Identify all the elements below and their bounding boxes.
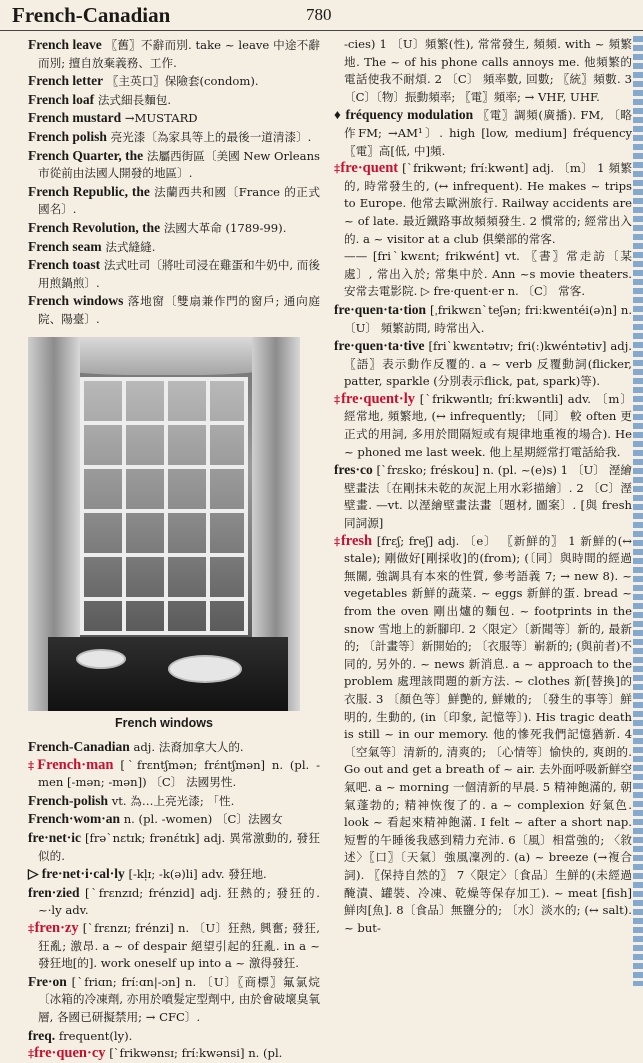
entry-headword: fre·net·ic	[28, 830, 81, 846]
dictionary-entry	[28, 183, 320, 219]
entry-pronunciation: [-kḷɪ; -k(ə)li]	[128, 867, 202, 882]
entry-definition: n. 〔U〕 頻繁訪問, 時常出入.	[344, 302, 633, 335]
plate	[76, 649, 126, 669]
entry-definition: →MUSTARD	[124, 111, 198, 126]
dictionary-entry	[334, 106, 632, 160]
entry-headword: freq.	[28, 1027, 56, 1043]
entry-pronunciation: [ˋfrɛsko; fréskou]	[376, 463, 483, 478]
entry-definition: —— [friˋkwɛnt; frikwént] vt. 〖書〗常走訪〔某處〕, 常出入於; 常集中於. Ann ~s movie theaters. 安常去電影院. ▷ fre·quent·er n. 〔C〕 常客.	[344, 249, 632, 299]
dictionary-entry	[334, 533, 632, 938]
entry-definition: 法式吐司〔將吐司浸在雞蛋和牛奶中, 而後用煎鍋煎〕.	[38, 258, 321, 290]
dictionary-entry	[28, 292, 320, 328]
dictionary-entry	[28, 810, 320, 829]
entry-headword: fren·zied	[28, 884, 80, 900]
dictionary-entry	[334, 248, 632, 301]
entry-definition: adj. 法裔加拿大人的.	[133, 740, 244, 755]
dictionary-entry	[28, 147, 320, 183]
dictionary-entry	[28, 256, 320, 292]
entry-headword: French Republic, the	[28, 183, 150, 199]
entry-definition: n. (pl. -women) 〔C〕法國女	[123, 812, 283, 827]
entry-definition: 法國大革命 (1789-99).	[163, 220, 287, 235]
entry-headword: ▷ fre·net·i·cal·ly	[28, 866, 125, 882]
dictionary-entry	[28, 829, 320, 865]
star-mark-icon: ‡	[28, 757, 38, 772]
entry-definition: 法蘭西共和國〔France 的正式國名〕.	[38, 184, 320, 217]
entry-definition: adj. 〔e〕 〖新鮮的〗 1 新鮮的(↔ stale); 剛做好[剛採收]的(from); (〔同〕與時間的經過無關, 強調具有本來的性質, 參考語義 7; → new 8). ~ vegetables 新鮮的蔬菜. ~ eggs 新鮮的蛋. bread ~ from the oven 剛出爐的麵包. ~ footprints in the snow 雪地上的新腳印. 2〈限定〉〔新聞等〕新的, 最新的; 〔計畫等〕新開始的; 〔衣服等〕嶄新的; (與前者)不同的, 另外的. ~ news 新消息. a ~ approach to the problem 處理該問題的新方法. ~ clothes 新[替換]的衣服. 3 〔顏色等〕鮮艷的, 鮮嫩的; 〔發生的事等〕鮮明的, 生動的, (in〔印象, 記憶等〕). His tragic death is still ~ in our memory. 他的慘死我們記憶猶新. 4 〔空氣等〕清新的, 清爽的; 〔心情等〕愉快的, 爽朗的. Go out and get a breath of ~ air. 去外面呼吸新鮮空氣吧. a ~ morning 一個清新的早晨. 5 精神飽滿的, 朝氣蓬勃的; 精神恢復了的. a ~ complexion 好氣色. look ~ 看起來精神飽滿. I felt ~ after a short nap. 短暫的午睡後我感到精力充沛. 6〔風〕相當強的; 〈敘述〉〖口〗〔天氣〕強風凜冽的. (a) ~ breeze (→複合詞). 〖保持自然的〗 7〈限定〉〔食品〕生鮮的(未經過醃漬、罐裝、冷凍、乾燥等保存加工). ~ meat [fish] 鮮肉[魚]. 8〔食品〕無鹽分的; 〔水〕淡水的; (↔ salt). ~ but-	[344, 533, 632, 935]
dictionary-entry	[334, 461, 632, 532]
dictionary-entry	[334, 36, 632, 106]
entry-headword: French Quarter, the	[28, 147, 144, 163]
star-mark-icon: ‡	[334, 533, 341, 548]
right-column	[334, 36, 632, 937]
star-mark-icon: ‡	[334, 161, 341, 176]
entry-definition: n. (pl. ~(e)s) 1 〔U〕 溼繪壁畫法〔在剛抹未乾的灰泥上用水彩描繪〕. 2 〔C〕溼壁畫. —vt. 以溼繪壁畫法畫〔題材, 圖案〕. [與 fresh 同詞源]	[344, 463, 633, 531]
entry-headword: fre·quent·ly	[341, 390, 415, 407]
entry-pronunciation: [ˋfriɑn; fríːɑn|-ɔn]	[71, 974, 186, 989]
entry-headword: French·wom·an	[28, 811, 121, 827]
entry-headword: fre·quent	[340, 160, 399, 177]
entry-headword: French·man	[37, 756, 114, 773]
window-frame	[80, 377, 248, 635]
entry-definition: frequent(ly).	[58, 1028, 133, 1043]
entry-headword: French windows	[28, 293, 124, 309]
dictionary-entry	[334, 337, 632, 391]
dictionary-entry	[334, 301, 632, 337]
entry-headword: French toast	[28, 257, 101, 273]
page-header	[0, 0, 643, 31]
entry-headword: French-Canadian	[28, 739, 130, 755]
thumb-index-tab	[633, 36, 643, 986]
entry-definition: adj. 狂熱的; 發狂的. ~·ly adv.	[38, 885, 320, 918]
entry-headword: Fre·on	[28, 973, 67, 989]
entry-headword: fre·quen·ta·tion	[334, 301, 427, 317]
dictionary-entry	[28, 757, 320, 792]
dictionary-entry	[28, 109, 320, 128]
dictionary-entry	[28, 91, 320, 110]
dictionary-entry	[334, 391, 632, 461]
entry-headword: French leave	[28, 37, 102, 52]
entry-definition: adj. 〖語〗表示動作反覆的. a ~ verb 反覆動詞(flicker, patter, sparkle (分別表示flick, pat, spark)等).	[344, 339, 632, 389]
entry-headword: French seam	[28, 238, 102, 254]
dictionary-entry	[28, 1027, 320, 1046]
entry-definition: 法式縫縫.	[105, 239, 156, 254]
entry-definition: 〖主英口〗保險套(condom).	[106, 74, 259, 89]
plate	[168, 655, 242, 683]
entry-headword: French polish	[28, 128, 107, 144]
entry-definition: 法式細長麵包.	[97, 92, 172, 107]
entry-headword: French loaf	[28, 91, 95, 107]
entry-headword: French letter	[28, 73, 104, 89]
star-mark-icon: ‡	[28, 1046, 35, 1061]
star-mark-icon: ‡	[28, 921, 35, 936]
entry-definition: 法屬西街區〔美國 New Orleans 市從前由法國人開發的地區〕.	[38, 148, 320, 181]
entry-pronunciation: [ˋfrɛnzɪ; frénzi]	[82, 921, 178, 936]
entry-pronunciation: [ˋfrikwənt; fríːkwənt]	[402, 161, 533, 176]
entry-definition: n. (pl. -men [-mən; -mən]) 〔C〕 法國男性.	[38, 757, 320, 790]
entry-definition: adj. 〔m〕 1 頻繁的, 時常發生的, (↔ infrequent). He makes ~ trips to Europe. 他常去歐洲旅行. Railway accidents are ~ of late. 最近鐵路事故頻頻發生. 2 慣常的; 經常出入的. a ~ visitor at a club 俱樂部的常客.	[344, 161, 633, 246]
entry-definition: n. 〔U〕狂熱, 興奮; 發狂, 狂亂; 激昂. a ~ of despair 絕望引起的狂亂. in a ~ 發狂地[的]. work oneself up into a ~ 激得發狂.	[38, 921, 320, 971]
entry-pronunciation: [frɛʃ; freʃ]	[376, 533, 438, 548]
page-number: 780	[306, 5, 332, 24]
dictionary-entry	[28, 72, 320, 91]
entry-headword: French-polish	[28, 792, 109, 808]
entry-headword: fres·co	[334, 462, 373, 478]
entry-definition: -cies) 1 〔U〕頻繁(性), 常常發生, 頻頻. with ~ 頻繁地. The ~ of his phone calls annoys me. 他頻繁的電話使我不耐煩. 2 〔C〕 頻率數, 回數; 〖統〗頻數. 3 〔C〕〔物〕振動頻率; 〖電〗頻率; → VHF, UHF.	[344, 37, 632, 104]
entry-pronunciation: [ˋfrikwəntlɪ; fríːkwəntli]	[419, 391, 568, 406]
entry-headword: fre·quen·cy	[34, 1045, 106, 1062]
entry-pronunciation: [friˋkwɛntətɪv; fri(ː)kwéntətiv]	[428, 339, 611, 354]
entry-headword: French Revolution, the	[28, 219, 161, 235]
entry-headword: French mustard	[28, 110, 122, 126]
photo-caption: French windows	[115, 715, 213, 730]
dictionary-entry	[28, 738, 320, 757]
left-bottom-entries	[28, 738, 320, 1063]
entry-definition: adv. 〔m〕經常地, 頻繁地, (↔ infrequently; 〔同〕 較 often 更正式的用詞, 多用於間隔短或有規律地重複的場合). He ~ phoned me last week. 他上星期經常打電話給我.	[344, 391, 633, 459]
dictionary-entry	[28, 920, 320, 973]
left-top-entries	[28, 36, 320, 329]
dictionary-entry	[28, 1045, 320, 1063]
guide-word: French-Canadian	[12, 3, 171, 27]
dictionary-entry	[28, 36, 320, 72]
entry-headword: fre·quen·ta·tive	[334, 338, 425, 354]
dictionary-entry	[28, 238, 320, 257]
entry-pronunciation: [ˋfrɛnzɪd; frénzid]	[84, 885, 200, 900]
entry-definition: 亮光漆〔為家具等上的最後一道清漆〕.	[110, 129, 312, 144]
entry-definition: n. (pl.	[248, 1046, 283, 1061]
entry-pronunciation: [frəˋnɛtɪk; frənɛ́tɪk]	[85, 831, 204, 846]
right-entries	[334, 36, 632, 937]
dining-table	[48, 637, 288, 711]
entry-headword: fren·zy	[34, 920, 79, 937]
dictionary-entry	[334, 160, 632, 248]
entry-pronunciation: [ˋfrikwənsɪ; fríːkwənsi]	[109, 1046, 249, 1061]
dictionary-entry	[28, 884, 320, 920]
entry-headword: fresh	[340, 532, 373, 549]
entry-definition: 〖電〗調頻(廣播). FM, 〔略作FM; →AM¹〕. high [low, medium] fréquency 〖電〗高[低, 中]頻.	[344, 108, 632, 158]
entry-definition: vt. 為…上亮光漆; 「性.	[111, 793, 235, 808]
entry-definition: 〖舊〗不辭而別. take ~ leave 中途不辭而別; 擅自放棄義務、工作.	[38, 38, 321, 70]
entry-headword: ♦ fréquency modulation	[334, 107, 474, 123]
entry-definition: adj. 異常激動的, 發狂似的.	[38, 831, 321, 863]
dictionary-entry	[28, 865, 320, 884]
french-windows-photo	[28, 337, 300, 711]
dictionary-entry	[28, 219, 320, 238]
dictionary-entry	[28, 128, 320, 147]
entry-definition: adv. 發狂地.	[201, 867, 267, 882]
entry-definition: 落地窗〔雙扇兼作門的窗戶; 通向庭院、陽臺〕.	[38, 294, 321, 326]
star-mark-icon: ‡	[334, 391, 342, 406]
entry-pronunciation: [ˌfrikwɛnˋteʃən; friːkwentéi(ə)n]	[430, 302, 621, 317]
entry-definition: n. 〔U〕〖商標〗氟氯烷〔冰箱的冷凍劑, 亦用於噴髮定型劑中, 由於會破壞臭氧層, 各國已研擬禁用; → CFC〕.	[38, 974, 321, 1024]
dictionary-entry	[28, 973, 320, 1027]
entry-pronunciation: [ˋfrɛntʃmən; frɛ́ntʃmən]	[120, 757, 272, 772]
dictionary-entry	[28, 792, 320, 811]
left-column	[28, 36, 320, 1063]
